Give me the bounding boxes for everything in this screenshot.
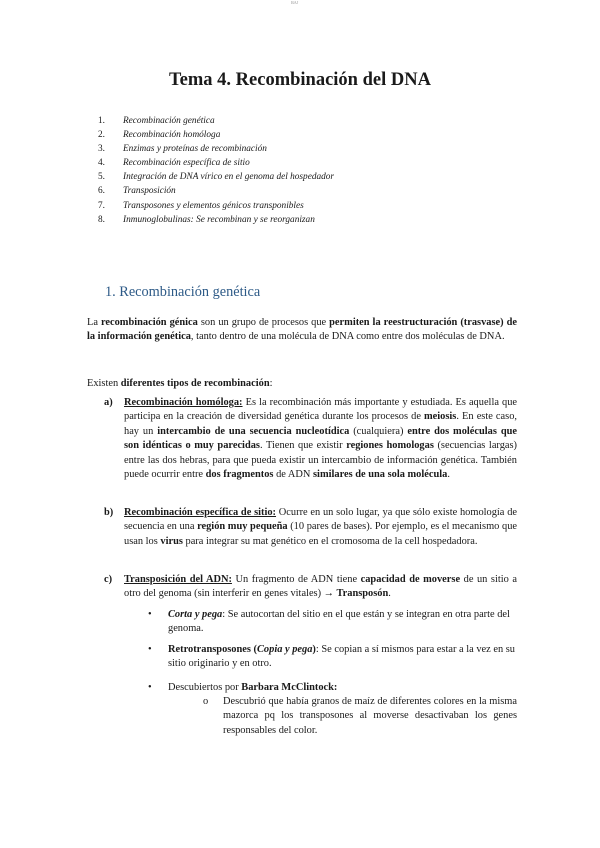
bullet-icon: •	[148, 609, 152, 620]
bullet-cut-and-paste: • Corta y pega: Se autocortan del sitio en el que están y se integran en otra parte del genoma.	[148, 609, 510, 635]
circle-bullet-icon: o	[203, 696, 209, 707]
toc-number: 2.	[98, 130, 105, 141]
toc-item	[98, 142, 334, 156]
toc-item	[98, 156, 334, 170]
bullet-retrotransposons: • Retrotransposones (Copia y pega): Se copian a sí mismos para estar a la vez en su sitio originario y en otro.	[148, 644, 515, 670]
item-title: Recombinación homóloga:	[124, 397, 243, 408]
toc-item	[98, 199, 334, 213]
bullet-icon: •	[148, 644, 152, 655]
toc-item	[98, 170, 334, 184]
item-label: c)	[104, 574, 113, 585]
toc-label: Enzimas y proteínas de recombinación	[123, 144, 267, 155]
toc-number: 3.	[98, 144, 105, 155]
arrow-right-icon: →	[323, 588, 335, 600]
intro-paragraph: La recombinación génica son un grupo de procesos que permiten la reestructuración (trasvase) de la información genética, tanto dentro de una molécula de DNA como entre dos moléculas de DNA.	[87, 317, 517, 343]
sub-bullet-maize: o Descubrió que había granos de maíz de diferentes colores en la misma mazorca pq los transposones al moverse desactivaban los genes responsables del color.	[203, 696, 517, 736]
toc-item	[98, 128, 334, 142]
table-of-contents	[98, 114, 334, 227]
bullet-icon: •	[148, 682, 152, 693]
item-title: Recombinación específica de sitio:	[124, 507, 277, 518]
toc-number: 4.	[98, 158, 105, 169]
toc-item	[98, 213, 334, 227]
toc-label: Integración de DNA vírico en el genoma del hospedador	[123, 172, 335, 183]
toc-label: Transposición	[123, 186, 176, 197]
section-heading: 1. Recombinación genética	[105, 284, 261, 300]
list-item-homologous-recombination: a) Recombinación homóloga: Es la recombinación más importante y estudiada. Es aquella que participa en la creación de diversidad genética durante los procesos de meiosis. En este caso, hay un intercambio de una secuencia nucleotídica (cualquiera) entre dos moléculas que son idénticas o muy parecidas. Tienen que existir regiones homologas (secuencias largas) entre las dos hebras, para que pueda existir un intercambio de información genética. También puede ocurrir entre dos fragmentos de ADN similares de una sola molécula.	[104, 397, 518, 481]
toc-label: Recombinación genética	[123, 116, 215, 126]
toc-number: 8.	[98, 214, 105, 225]
toc-label: Inmunoglobulinas: Se recombinan y se reorganizan	[123, 214, 315, 225]
toc-label: Recombinación específica de sitio	[123, 158, 250, 169]
header-mark: ᴮᴬᴶ	[291, 0, 299, 8]
toc-number: 1.	[98, 116, 105, 126]
toc-number: 6.	[98, 186, 105, 197]
item-label: b)	[104, 507, 114, 518]
list-item-site-specific-recombination: b) Recombinación específica de sitio: Ocurre en un solo lugar, ya que sólo existe homología de secuencia en una región muy pequeña (10 pares de bases). Por ejemplo, es el mecanismo que usan los virus para integrar su mat genético en el cromosoma de la cell hospedadora.	[104, 507, 517, 547]
toc-item	[98, 114, 334, 128]
toc-item	[98, 184, 334, 198]
bullet-mcclintock: • Descubiertos por Barbara McClintock:	[148, 681, 517, 695]
page-title: Tema 4. Recombinación del DNA	[169, 70, 431, 90]
item-label: a)	[104, 397, 113, 408]
list-item-transposition: c) Transposición del ADN: Un fragmento de ADN tiene capacidad de moverse de un sitio a otro del genoma (sin interferir en genes vitales) → Transposón.	[104, 574, 517, 600]
toc-label: Transposones y elementos génicos transponibles	[123, 200, 304, 211]
toc-number: 5.	[98, 172, 105, 183]
toc-number: 7.	[98, 200, 105, 211]
types-intro-paragraph: Existen diferentes tipos de recombinación:	[87, 378, 273, 389]
item-title: Transposición del ADN:	[124, 574, 232, 585]
toc-label: Recombinación homóloga	[123, 130, 221, 141]
